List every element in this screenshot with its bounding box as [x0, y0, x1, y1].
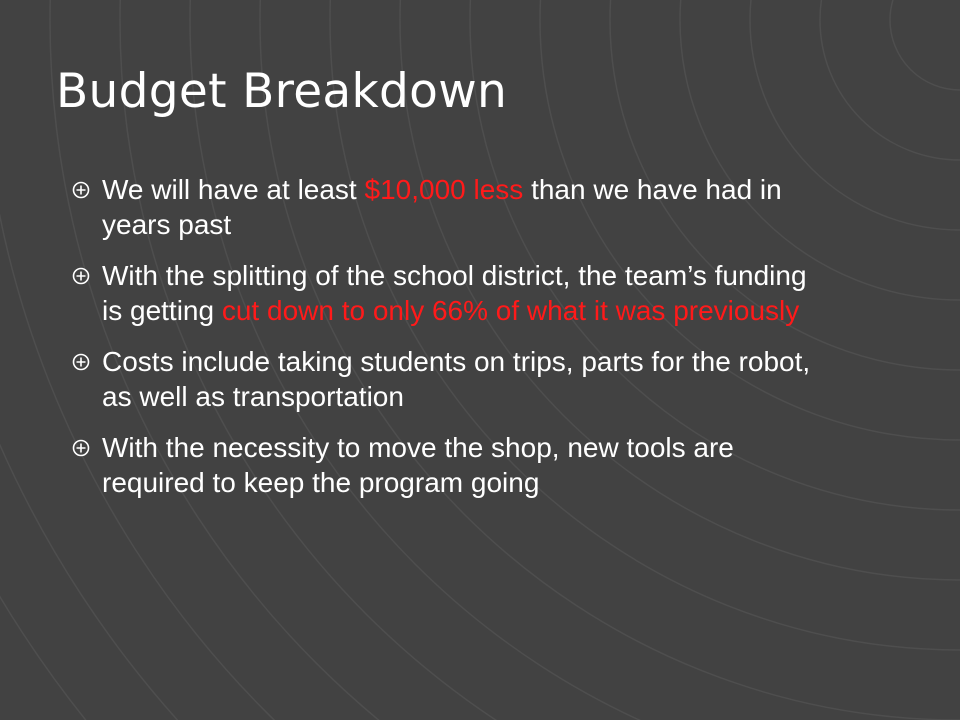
bullet-text: We will have at least: [102, 174, 365, 205]
bullet-item: [72, 344, 832, 414]
circled-plus-icon: [72, 267, 90, 285]
circled-plus-icon: [72, 353, 90, 371]
bullet-text: With the necessity to move the shop, new tools are required to keep the program going: [102, 432, 734, 498]
bullet-highlight: cut down to only 66% of what it was previously: [221, 295, 800, 326]
bullet-text-end: than we have had in years past: [102, 174, 782, 240]
bullet-list: [72, 172, 832, 516]
circled-plus-icon: [72, 181, 90, 199]
slide-title: Budget Breakdown: [56, 64, 508, 119]
bullet-item: [72, 258, 832, 328]
bullet-text: Costs include taking students on trips, parts for the robot, as well as transportation: [102, 346, 811, 412]
circled-plus-icon: [72, 439, 90, 457]
bullet-text: With the splitting of the school district, the team’s funding is getting: [102, 260, 807, 326]
bullet-highlight: $10,000 less: [364, 174, 524, 205]
bullet-item: [72, 172, 832, 242]
bullet-item: [72, 430, 832, 500]
